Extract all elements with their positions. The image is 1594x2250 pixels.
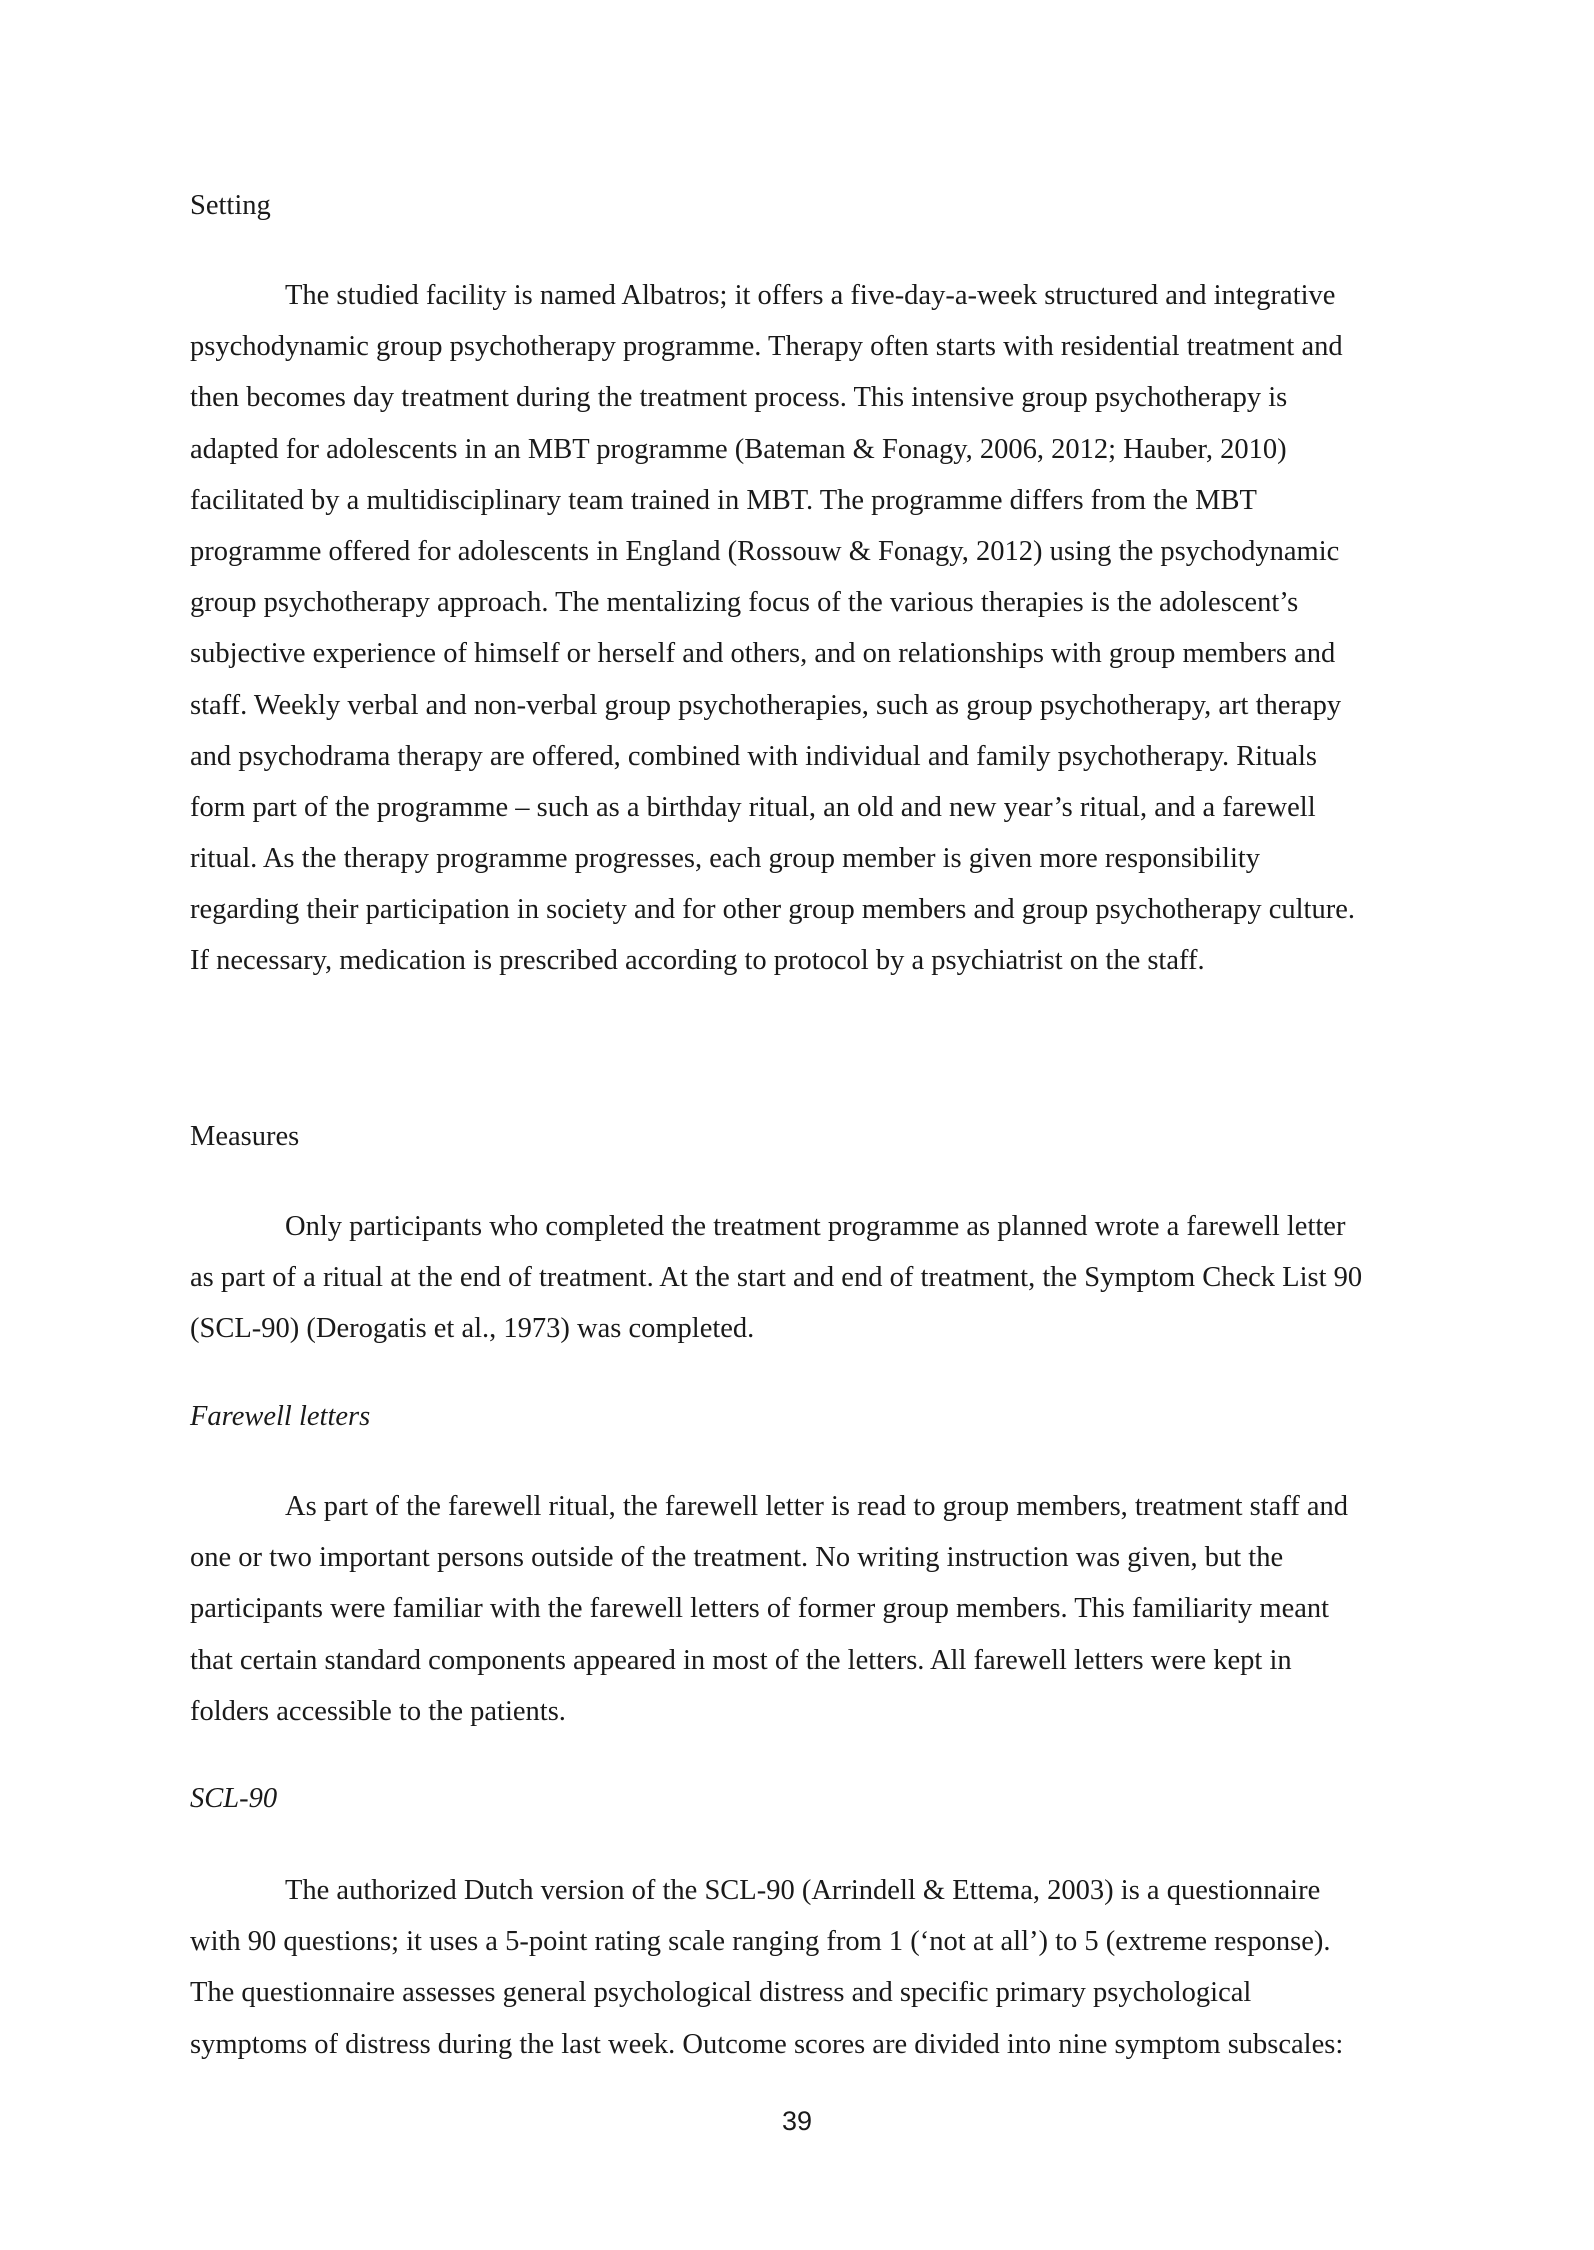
text-line: The authorized Dutch version of the SCL-90 (Arrindell & Ettema, 2003) is a questionnaire	[285, 1875, 1321, 1906]
text-line: and psychodrama therapy are offered, combined with individual and family psychotherapy. Rituals	[190, 740, 1318, 772]
text-line: As part of the farewell ritual, the farewell letter is read to group members, treatment staff and	[285, 1491, 1349, 1522]
section-heading-measures: Measures	[190, 1121, 300, 1152]
text-line: form part of the programme – such as a birthday ritual, an old and new year’s ritual, and a farewell	[190, 791, 1316, 823]
text-line: If necessary, medication is prescribed according to protocol by a psychiatrist on the staff.	[190, 945, 1205, 977]
text-line: facilitated by a multidisciplinary team trained in MBT. The programme differs from the MBT	[190, 484, 1257, 516]
text-line: folders accessible to the patients.	[190, 1695, 566, 1727]
text-line: staff. Weekly verbal and non-verbal group psychotherapies, such as group psychotherapy, art therapy	[190, 689, 1342, 721]
paragraph-measures	[190, 1201, 1420, 1355]
text-line: group psychotherapy approach. The mentalizing focus of the various therapies is the adolescent’s	[190, 587, 1299, 619]
text-line: then becomes day treatment during the treatment process. This intensive group psychotherapy is	[190, 382, 1288, 414]
text-line: adapted for adolescents in an MBT programme (Bateman & Fonagy, 2006, 2012; Hauber, 2010)	[190, 433, 1287, 465]
text-line: participants were familiar with the farewell letters of former group members. This familiarity meant	[190, 1593, 1330, 1625]
text-line: psychodynamic group psychotherapy programme. Therapy often starts with residential treatment and	[190, 331, 1343, 363]
text-line: with 90 questions; it uses a 5-point rating scale ranging from 1 (‘not at all’) to 5 (extreme response).	[190, 1926, 1331, 1958]
subsection-heading-farewell-letters: Farewell letters	[190, 1401, 371, 1432]
text-line: The studied facility is named Albatros; it offers a five-day-a-week structured and integrative	[285, 280, 1336, 311]
text-line: The questionnaire assesses general psychological distress and specific primary psychological	[190, 1977, 1252, 2009]
text-line: programme offered for adolescents in England (Rossouw & Fonagy, 2012) using the psychodynamic	[190, 535, 1340, 567]
text-line: (SCL-90) (Derogatis et al., 1973) was completed.	[190, 1313, 755, 1345]
text-line: subjective experience of himself or herself and others, and on relationships with group members and	[190, 638, 1336, 670]
text-line: Only participants who completed the treatment programme as planned wrote a farewell letter	[285, 1211, 1346, 1242]
text-line: one or two important persons outside of the treatment. No writing instruction was given, but the	[190, 1542, 1284, 1574]
text-line: symptoms of distress during the last week. Outcome scores are divided into nine symptom subscales:	[190, 2028, 1344, 2060]
section-heading-setting: Setting	[190, 190, 271, 221]
paragraph-scl90	[190, 1865, 1420, 2070]
text-line: as part of a ritual at the end of treatment. At the start and end of treatment, the Symptom Check List 90	[190, 1262, 1363, 1294]
paragraph-farewell-letters	[190, 1481, 1420, 1737]
text-line: that certain standard components appeared in most of the letters. All farewell letters were kept in	[190, 1644, 1292, 1676]
page-number: 39	[781, 2106, 813, 2136]
subsection-heading-scl90: SCL-90	[190, 1783, 278, 1814]
text-line: regarding their participation in society and for other group members and group psychotherapy culture.	[190, 894, 1355, 926]
paragraph-setting	[190, 270, 1420, 987]
text-line: ritual. As the therapy programme progresses, each group member is given more responsibility	[190, 843, 1261, 875]
